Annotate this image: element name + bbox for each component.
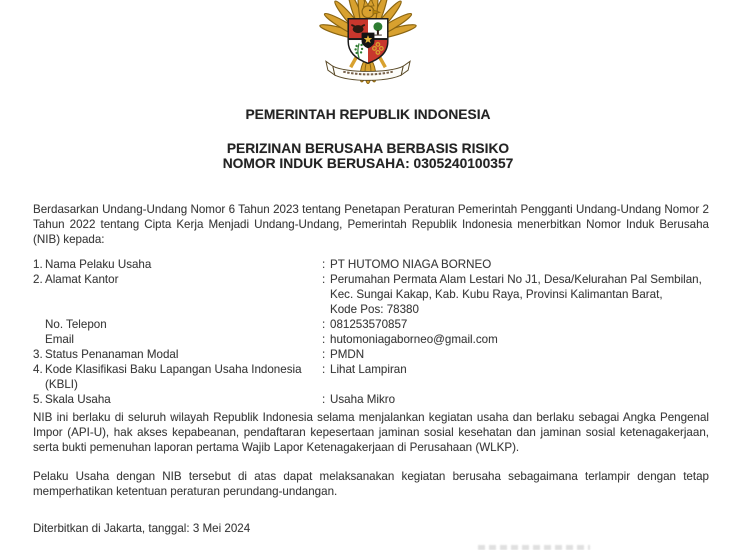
field-value: Perumahan Permata Alam Lestari No J1, Desa/Kelurahan Pal Sembilan, Kec. Sungai Kakap, Kab. Kubu Raya, Provinsi Kalimantan Barat, Kode Pos: 78380 <box>330 273 702 316</box>
field-label: Skala Usaha <box>45 393 111 406</box>
field-separator: : <box>322 273 326 286</box>
nib-number-line: NOMOR INDUK BERUSAHA: 0305240100357 <box>222 156 514 171</box>
field-number: 2. <box>33 273 43 286</box>
field-row-no-telepon <box>33 317 723 332</box>
field-label: Status Penanaman Modal <box>45 348 179 361</box>
field-row-email <box>33 332 723 347</box>
field-row-skala-usaha <box>33 392 723 407</box>
field-value: PMDN <box>330 348 365 361</box>
field-separator: : <box>322 348 326 361</box>
field-separator: : <box>322 363 326 376</box>
issued-line: Diterbitkan di Jakarta, tanggal: 3 Mei 2024 <box>33 522 251 535</box>
field-number: 1. <box>33 258 43 271</box>
field-value: PT HUTOMO NIAGA BORNEO <box>330 258 492 271</box>
garuda-pancasila-emblem <box>316 0 420 90</box>
field-value: Lihat Lampiran <box>330 363 407 376</box>
field-label: Alamat Kantor <box>45 273 119 286</box>
field-value: hutomoniagaborneo@gmail.com <box>330 333 498 346</box>
field-number: 5. <box>33 393 43 406</box>
document-title-block <box>0 141 736 171</box>
business-detail-fields <box>33 257 723 407</box>
field-row-status-penanaman-modal <box>33 347 723 362</box>
field-separator: : <box>322 318 326 331</box>
field-separator: : <box>322 258 326 271</box>
government-title: PEMERINTAH REPUBLIK INDONESIA <box>245 107 491 122</box>
field-separator: : <box>322 333 326 346</box>
field-value: Usaha Mikro <box>330 393 396 406</box>
validity-paragraph: NIB ini berlaku di seluruh wilayah Republik Indonesia selama menjalankan kegiatan usaha dan berlaku sebagai Angka Pengenal Impor (API-U), hak akses kepabeanan, pendaftaran kepesertaan jaminan sosial kesehatan dan jaminan sosial ketenagakerjaan, serta bukti pemenuhan laporan pertama Wajib Lapor Ketenagakerjaan di Perusahaan (WLKP). <box>33 411 709 454</box>
field-row-nama-pelaku-usaha <box>33 257 723 272</box>
field-row-alamat-kantor <box>33 272 723 317</box>
field-number: 4. <box>33 363 43 376</box>
field-value: 081253570857 <box>330 318 408 331</box>
field-row-kbli <box>33 362 723 392</box>
field-label: Nama Pelaku Usaha <box>45 258 152 271</box>
field-label: Kode Klasifikasi Baku Lapangan Usaha Indonesia (KBLI) <box>45 362 322 392</box>
field-separator: : <box>322 393 326 406</box>
field-label: No. Telepon <box>45 318 107 331</box>
field-number: 3. <box>33 348 43 361</box>
intro-paragraph: Berdasarkan Undang-Undang Nomor 6 Tahun 2023 tentang Penetapan Peraturan Pemerintah Pengganti Undang-Undang Nomor 2 Tahun 2022 tentang Cipta Kerja Menjadi Undang-Undang, Pemerintah Republik Indonesia menerbitkan Nomor Induk Berusaha (NIB) kepada: <box>33 203 709 246</box>
closing-paragraph: Pelaku Usaha dengan NIB tersebut di atas dapat melaksanakan kegiatan berusaha sebagaimana terlampir dengan tetap memperhatikan ketentuan peraturan perundang-undangan. <box>33 470 709 498</box>
cutoff-text-fragment <box>478 545 590 550</box>
field-label: Email <box>45 333 74 346</box>
field-label-second-line: (KBLI) <box>45 378 78 391</box>
document-title: PERIZINAN BERUSAHA BERBASIS RISIKO <box>226 141 510 156</box>
